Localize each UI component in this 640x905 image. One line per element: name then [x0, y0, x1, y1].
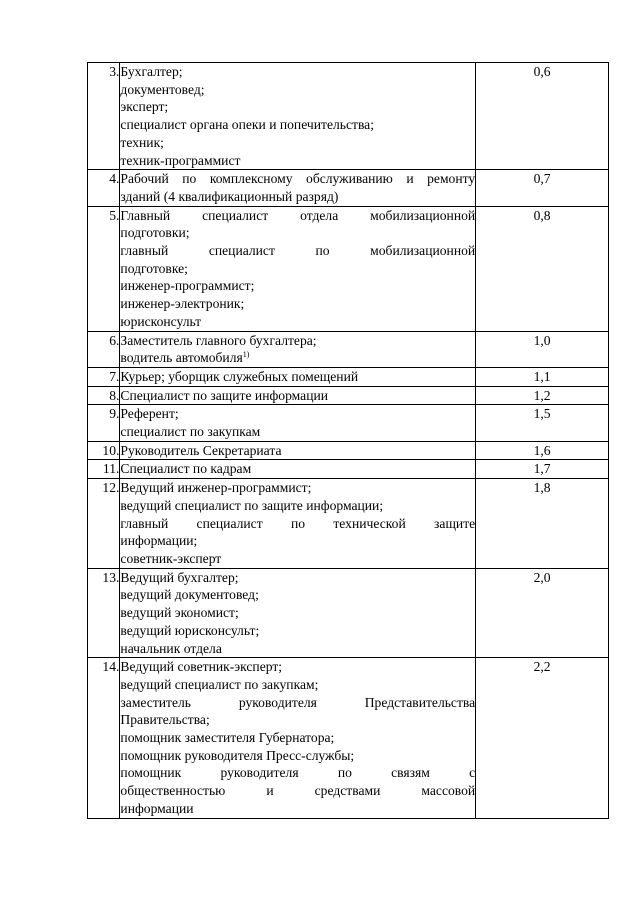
- table-row: [88, 367, 609, 386]
- table-row: [88, 441, 609, 460]
- row-number: 5.: [88, 206, 120, 331]
- position-names-cell: [120, 367, 476, 386]
- position-name-line: [120, 423, 475, 441]
- position-name-line: [120, 188, 475, 206]
- position-names-cell: [120, 658, 476, 818]
- row-number: 12.: [88, 479, 120, 569]
- position-name-line: [120, 622, 475, 640]
- position-name-text: инженер-программист;: [120, 278, 255, 294]
- position-name-line: [120, 224, 475, 242]
- position-name-text: документовед;: [120, 81, 205, 97]
- position-name-line: [120, 332, 475, 350]
- table-row: [88, 479, 609, 569]
- position-name-text: специалист по закупкам: [120, 424, 261, 440]
- position-name-line: [120, 98, 475, 116]
- row-number: 14.: [88, 658, 120, 818]
- position-name-text: Ведущий инженер-программист;: [120, 480, 312, 496]
- position-name-text: помощник заместителя Губернатора;: [120, 730, 335, 746]
- coefficient-value: 1,6: [476, 441, 609, 460]
- position-name-text: ведущий юрисконсульт;: [120, 622, 260, 638]
- position-name-line: [120, 295, 475, 313]
- row-number: 3.: [88, 63, 120, 170]
- position-name-line: [120, 277, 475, 295]
- position-name-text: ведущий экономист;: [120, 605, 239, 621]
- position-name-line: [120, 170, 475, 188]
- coefficient-value: 1,5: [476, 405, 609, 441]
- position-name-text: советник-эксперт: [120, 550, 222, 566]
- position-name-text: помощник руководителя Пресс-службы;: [120, 747, 355, 763]
- position-name-line: [120, 387, 475, 405]
- row-number: 11.: [88, 460, 120, 479]
- position-name-line: [120, 63, 475, 81]
- position-name-text: инженер-электроник;: [120, 296, 245, 312]
- position-name-text: ведущий специалист по закупкам;: [120, 676, 319, 692]
- position-name-line: [120, 242, 475, 260]
- position-name-line: [120, 134, 475, 152]
- position-name-text: зданий (4 квалификационный разряд): [120, 188, 339, 204]
- position-name-line: [120, 604, 475, 622]
- table-row: [88, 658, 609, 818]
- position-names-cell: [120, 568, 476, 658]
- position-name-line: [120, 81, 475, 99]
- position-name-line: [120, 532, 475, 550]
- position-name-text: Специалист по кадрам: [120, 461, 252, 477]
- position-name-text: Главный специалист отдела мобилизационной: [120, 207, 476, 223]
- position-name-text: Бухгалтер;: [120, 64, 183, 79]
- position-name-line: [120, 800, 475, 818]
- position-name-line: [120, 676, 475, 694]
- row-number: 13.: [88, 568, 120, 658]
- position-names-cell: [120, 386, 476, 405]
- position-coefficient-table: [87, 62, 609, 819]
- position-name-line: [120, 711, 475, 729]
- position-name-text: информации;: [120, 533, 198, 549]
- position-name-line: [120, 764, 475, 782]
- position-name-text: специалист органа опеки и попечительства;: [120, 117, 374, 133]
- table-row: [88, 460, 609, 479]
- table-row: [88, 170, 609, 206]
- position-name-text: эксперт;: [120, 99, 169, 115]
- position-names-cell: [120, 441, 476, 460]
- position-name-text: главный специалист по технической защите: [120, 515, 476, 531]
- position-name-text: ведущий специалист по защите информации;: [120, 497, 384, 513]
- position-name-line: [120, 479, 475, 497]
- position-name-text: Ведущий советник-эксперт;: [120, 659, 283, 675]
- position-name-line: [120, 260, 475, 278]
- position-name-text: подготовки;: [120, 225, 190, 241]
- coefficient-value: 2,0: [476, 568, 609, 658]
- position-name-line: [120, 550, 475, 568]
- position-name-text: подготовке;: [120, 260, 188, 276]
- coefficient-value: 0,7: [476, 170, 609, 206]
- position-name-text: Референт;: [120, 406, 179, 422]
- position-name-text: главный специалист по мобилизационной: [120, 243, 476, 259]
- position-names-cell: [120, 460, 476, 479]
- position-name-line: [120, 442, 475, 460]
- coefficient-value: 1,8: [476, 479, 609, 569]
- position-name-text: заместитель руководителя Представительства: [120, 694, 476, 710]
- position-name-line: [120, 515, 475, 533]
- position-names-cell: [120, 331, 476, 367]
- position-name-line: [120, 729, 475, 747]
- coefficient-value: 1,2: [476, 386, 609, 405]
- coefficient-value: 0,6: [476, 63, 609, 170]
- coefficient-value: 1,1: [476, 367, 609, 386]
- position-name-line: [120, 349, 475, 367]
- position-name-line: [120, 747, 475, 765]
- position-names-cell: [120, 405, 476, 441]
- position-name-text: юрисконсульт: [120, 313, 202, 329]
- coefficient-value: 2,2: [476, 658, 609, 818]
- coefficient-value: 0,8: [476, 206, 609, 331]
- position-name-line: [120, 640, 475, 658]
- position-names-cell: [120, 206, 476, 331]
- position-name-text: Ведущий бухгалтер;: [120, 569, 239, 585]
- position-name-text: Рабочий по комплексному обслуживанию и ремонту: [120, 171, 476, 187]
- position-name-text: Руководитель Секретариата: [120, 442, 282, 458]
- table-row: [88, 405, 609, 441]
- position-name-line: [120, 694, 475, 712]
- position-name-line: [120, 658, 475, 676]
- position-name-line: [120, 460, 475, 478]
- footnote-marker: 1): [242, 350, 250, 360]
- row-number: 8.: [88, 386, 120, 405]
- position-name-line: [120, 152, 475, 170]
- position-name-text: техник-программист: [120, 152, 241, 168]
- position-names-cell: [120, 170, 476, 206]
- row-number: 4.: [88, 170, 120, 206]
- position-name-line: [120, 782, 475, 800]
- position-name-text: техник;: [120, 134, 164, 150]
- position-name-line: [120, 405, 475, 423]
- position-name-text: Заместитель главного бухгалтера;: [120, 332, 317, 348]
- table-row: [88, 386, 609, 405]
- table-row: [88, 63, 609, 170]
- row-number: 10.: [88, 441, 120, 460]
- coefficient-value: 1,7: [476, 460, 609, 479]
- table-body: [88, 63, 609, 819]
- position-name-line: [120, 569, 475, 587]
- position-name-text: помощник руководителя по связям с: [120, 765, 476, 781]
- position-name-line: [120, 116, 475, 134]
- position-name-text: Правительства;: [120, 712, 210, 728]
- position-name-text: водитель автомобиля: [120, 350, 243, 366]
- position-names-cell: [120, 479, 476, 569]
- position-name-text: общественностью и средствами массовой: [120, 783, 476, 799]
- position-name-text: Курьер; уборщик служебных помещений: [120, 368, 359, 384]
- table-row: [88, 206, 609, 331]
- coefficient-value: 1,0: [476, 331, 609, 367]
- table-row: [88, 331, 609, 367]
- position-names-cell: [120, 63, 476, 170]
- row-number: 9.: [88, 405, 120, 441]
- table-row: [88, 568, 609, 658]
- position-name-line: [120, 207, 475, 225]
- position-name-line: [120, 497, 475, 515]
- position-name-text: начальник отдела: [120, 640, 222, 656]
- position-name-text: Специалист по защите информации: [120, 387, 329, 403]
- position-name-line: [120, 586, 475, 604]
- position-name-line: [120, 313, 475, 331]
- position-name-text: ведущий документовед;: [120, 587, 259, 603]
- position-name-line: [120, 368, 475, 386]
- position-name-text: информации: [120, 800, 194, 816]
- row-number: 7.: [88, 367, 120, 386]
- row-number: 6.: [88, 331, 120, 367]
